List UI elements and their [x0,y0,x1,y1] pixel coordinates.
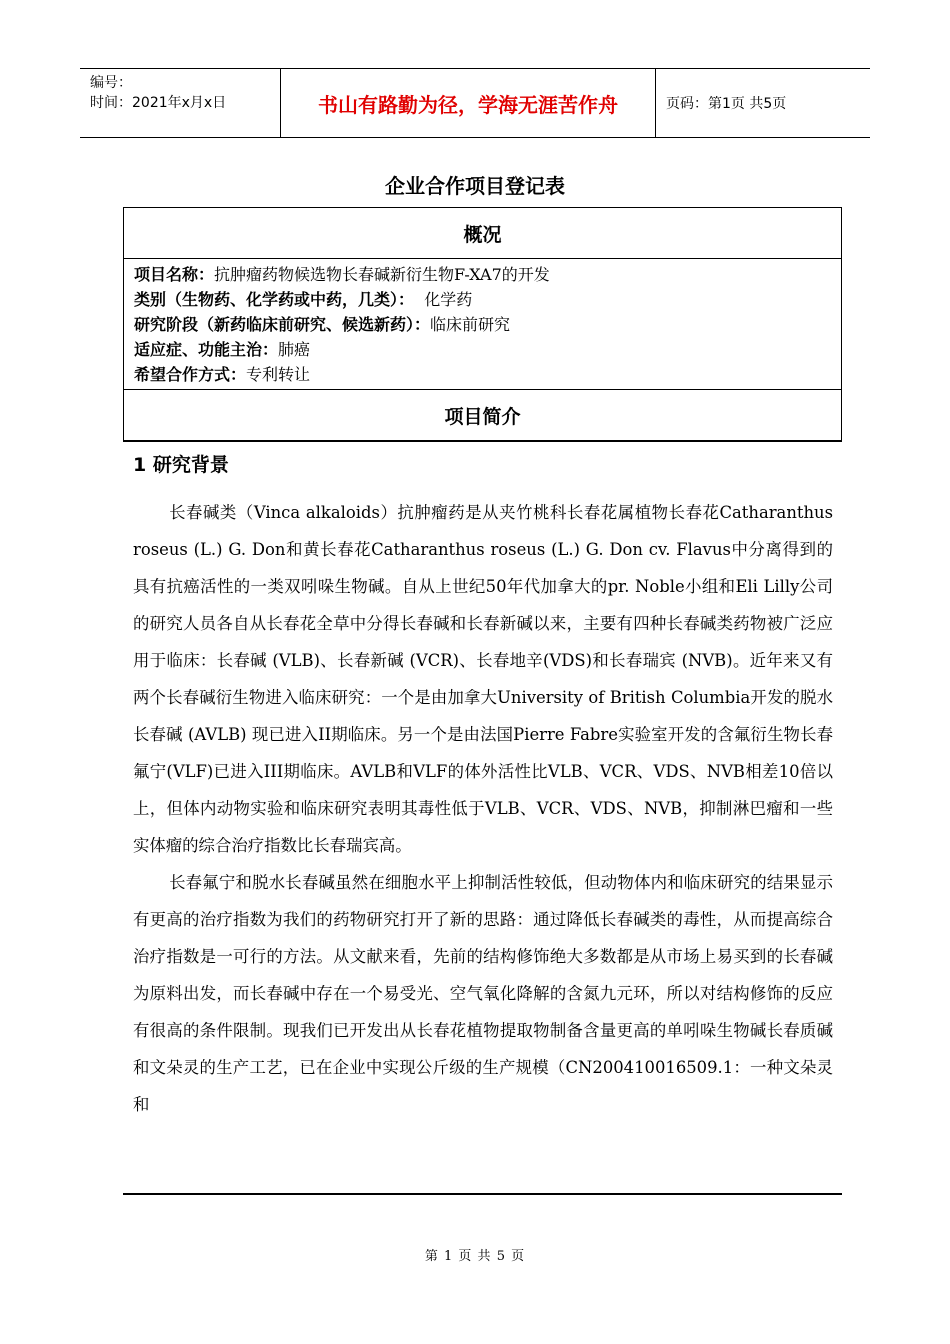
header-meta [80,69,280,137]
field-value: 临床前研究 [430,315,511,334]
section-heading: 1 研究背景 [133,454,229,476]
field-cooperation-mode [134,362,831,387]
field-label: 研究阶段（新药临床前研究、候选新药）： [134,315,431,334]
field-label: 类别（生物药、化学药或中药，几类）： [134,290,415,309]
field-label: 适应症、功能主治： [134,340,279,359]
field-category [134,287,831,312]
paragraph: 长春氟宁和脱水长春碱虽然在细胞水平上抑制活性较低，但动物体内和临床研究的结果显示有更高的治疗指数为我们的药物研究打开了新的思路：通过降低长春碱类的毒性，从而提高综合治疗指数是一可行的方法。从文献来看，先前的结构修饰绝大多数都是从市场上易买到的长春碱为原料出发，而长春碱中存在一个易受光、空气氧化降解的含氮九元环，所以对结构修饰的反应有很高的条件限制。现我们已开发出从长春花植物提取物制备含量更高的单吲哚生物碱长春质碱和文朵灵的生产工艺，已在企业中实现公斤级的生产规模（CN200410016509.1：一种文朵灵和 [133,873,833,1114]
field-label: 希望合作方式： [134,365,247,384]
field-project-name [134,262,831,287]
page-footer: 第 1 页 共 5 页 [424,1249,526,1264]
header-page-info: 页码：第1页 共5页 [666,96,787,112]
overview-fields [124,258,841,390]
document-number: 编号： [90,75,132,91]
bottom-rule [123,1193,842,1195]
overview-heading: 概况 [463,223,502,246]
project-intro-heading: 项目简介 [444,405,521,428]
field-value: 化学药 [414,290,473,309]
field-label: 项目名称： [134,265,215,284]
field-value: 抗肿瘤药物候选物长春碱新衍生物F-XA7的开发 [214,265,550,284]
document-date: 时间：2021年x月x日 [90,95,227,111]
field-value: 专利转让 [246,365,311,384]
field-indication [134,337,831,362]
body-text [133,494,833,1123]
page-header [80,68,870,138]
field-value: 肺癌 [278,340,311,359]
document-title: 企业合作项目登记表 [385,174,565,198]
field-research-stage [134,312,831,337]
header-motto: 书山有路勤为径，学海无涯苦作舟 [280,69,656,137]
paragraph: 长春碱类（Vinca alkaloids）抗肿瘤药是从夹竹桃科长春花属植物长春花Catharanthus roseus (L.) G. Don和黄长春花Catharanthus roseus (L.) G. Don cv. Flavus中分离得到的具有抗癌活性的一类双吲哚生物碱。自从上世纪50年代加拿大的pr. Noble小组和Eli Lilly公司的研究人员各自从长春花全草中分得长春碱和长春新碱以来，主要有四种长春碱类药物被广泛应用于临床：长春碱 (VLB)、长春新碱 (VCR)、长春地辛(VDS)和长春瑞宾 (NVB)。近年来又有两个长春碱衍生物进入临床研究：一个是由加拿大University of British Columbia开发的脱水长春碱 (AVLB) 现已进入II期临床。另一个是由法国Pierre Fabre实验室开发的含氟衍生物长春氟宁(VLF)已进入III期临床。AVLB和VLF的体外活性比VLB、VCR、VDS、NVB相差10倍以上，但体内动物实验和临床研究表明其毒性低于VLB、VCR、VDS、NVB，抑制淋巴瘤和一些实体瘤的综合治疗指数比长春瑞宾高。 [133,503,833,855]
registration-form [123,207,842,442]
